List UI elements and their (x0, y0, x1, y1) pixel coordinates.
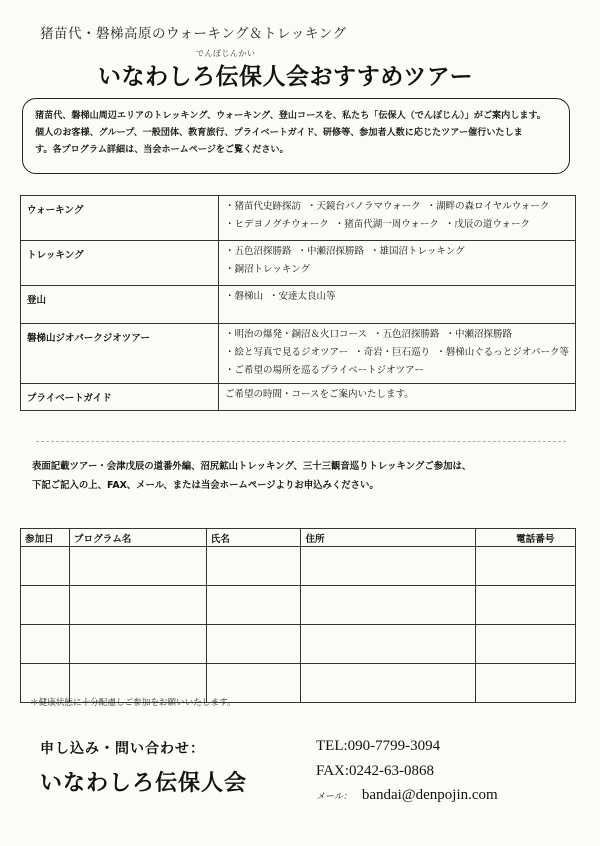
application-line: 表面記載ツアー・会津戊辰の道番外編、沼尻鉱山トレッキング、三十三観音巡りトレッキングご参加は、 (32, 461, 472, 472)
form-header-phone: 電話番号 (476, 529, 576, 547)
contact-tel: TEL:090-7799-3094 (316, 738, 441, 754)
form-cell-name[interactable] (206, 625, 301, 664)
program-table (20, 195, 576, 411)
program-item: ・ご希望の場所を巡るプライベートジオツアー (224, 365, 424, 376)
program-item: ・天鏡台パノラマウォーク (306, 201, 421, 212)
form-cell-phone[interactable] (476, 547, 576, 586)
program-item: ・雄国沼トレッキング (369, 246, 465, 257)
intro-box (22, 98, 570, 174)
intro-line: 猪苗代、磐梯山周辺エリアのトレッキング、ウォーキング、登山コースを、私たち「伝保人（でんぽじん）」がご案内します。 (35, 111, 546, 121)
program-item: ・安達太良山等 (268, 291, 336, 302)
program-row (21, 196, 576, 241)
form-cell-name[interactable] (206, 547, 301, 586)
form-cell-address[interactable] (301, 586, 476, 625)
program-item: ・湖畔の森ロイヤルウォーク (426, 201, 550, 212)
page-title: いなわしろ伝保人会おすすめツアー (98, 64, 474, 90)
intro-line: 個人のお客様、グループ、一般団体、教育旅行、プライベートガイド、研修等、参加者人数に応じたツアー催行いたしま (35, 128, 523, 138)
form-cell-address[interactable] (301, 664, 476, 703)
application-form (20, 528, 576, 703)
program-row (21, 286, 576, 324)
program-item: ご希望の時間・コースをご案内いたします。 (224, 389, 414, 400)
title-ruby: でんぽじんかい (196, 49, 256, 58)
intro-line: す。各プログラム詳細は、当会ホームページをご覧ください。 (35, 145, 289, 155)
health-note: ＊健康状態に十分配慮しご参加をお願いいたします。 (30, 698, 236, 708)
program-item: ・銅沼トレッキング (224, 264, 311, 275)
form-header-row (21, 529, 576, 547)
program-row (21, 384, 576, 411)
form-cell-program[interactable] (69, 586, 206, 625)
program-item: ・絵と写真で見るジオツアー (224, 347, 349, 358)
program-item: ・五色沼探勝路 (372, 329, 440, 340)
program-item: ・五色沼探勝路 (224, 246, 292, 257)
program-item: ・猪苗代史跡探訪 (224, 201, 301, 212)
program-item: ・ヒデヨノグチウォーク (224, 219, 329, 230)
form-cell-program[interactable] (69, 547, 206, 586)
program-row (21, 241, 576, 286)
subtitle: 猪苗代・磐梯高原のウォーキング＆トレッキング (40, 26, 347, 42)
program-items (218, 384, 575, 411)
program-items (218, 324, 575, 384)
program-item: ・猪苗代湖一周ウォーク (334, 219, 439, 230)
program-item: ・戊辰の道ウォーク (444, 219, 531, 230)
form-cell-date[interactable] (21, 586, 70, 625)
program-item: ・明治の爆発・銅沼＆火口コース (224, 329, 367, 340)
contact-email[interactable]: bandai@denpojin.com (361, 787, 498, 803)
application-line: 下記ご記入の上、FAX、メール、または当会ホームページよりお申込みください。 (32, 480, 379, 491)
program-row (21, 324, 576, 384)
contact-email-row (316, 787, 498, 804)
form-header-date: 参加日 (21, 529, 70, 547)
program-items (218, 241, 575, 286)
form-cell-phone[interactable] (476, 664, 576, 703)
program-items (218, 286, 575, 324)
contact-label: 申し込み・問い合わせ： (40, 741, 205, 757)
program-item: ・中瀬沼探勝路 (445, 329, 513, 340)
program-item: ・磐梯山ぐるっとジオパーク等 (436, 347, 569, 358)
form-cell-phone[interactable] (476, 586, 576, 625)
form-cell-address[interactable] (301, 625, 476, 664)
organization-name: いなわしろ伝保人会 (40, 771, 248, 796)
form-header-program: プログラム名 (69, 529, 206, 547)
contact-fax: FAX:0242-63-0868 (316, 763, 435, 779)
form-header-name: 氏名 (206, 529, 301, 547)
form-cell-name[interactable] (206, 586, 301, 625)
program-category: 登山 (21, 286, 219, 324)
program-category: 磐梯山ジオパークジオツアー (21, 324, 219, 384)
program-items (218, 196, 575, 241)
program-category: トレッキング (21, 241, 219, 286)
form-cell-date[interactable] (21, 547, 70, 586)
form-cell-date[interactable] (21, 625, 70, 664)
form-row (21, 586, 576, 625)
program-item: ・中瀬沼探勝路 (297, 246, 364, 257)
program-item: ・磐梯山 (224, 291, 263, 302)
divider (36, 441, 566, 442)
form-cell-program[interactable] (69, 625, 206, 664)
form-row (21, 547, 576, 586)
form-cell-phone[interactable] (476, 625, 576, 664)
email-label: メール： (316, 792, 352, 802)
form-row (21, 625, 576, 664)
form-cell-address[interactable] (301, 547, 476, 586)
program-category: ウォーキング (21, 196, 219, 241)
program-item: ・奇岩・巨石巡り (354, 347, 431, 358)
form-header-address: 住所 (301, 529, 476, 547)
program-category: プライベートガイド (21, 384, 219, 411)
application-text (32, 457, 471, 495)
